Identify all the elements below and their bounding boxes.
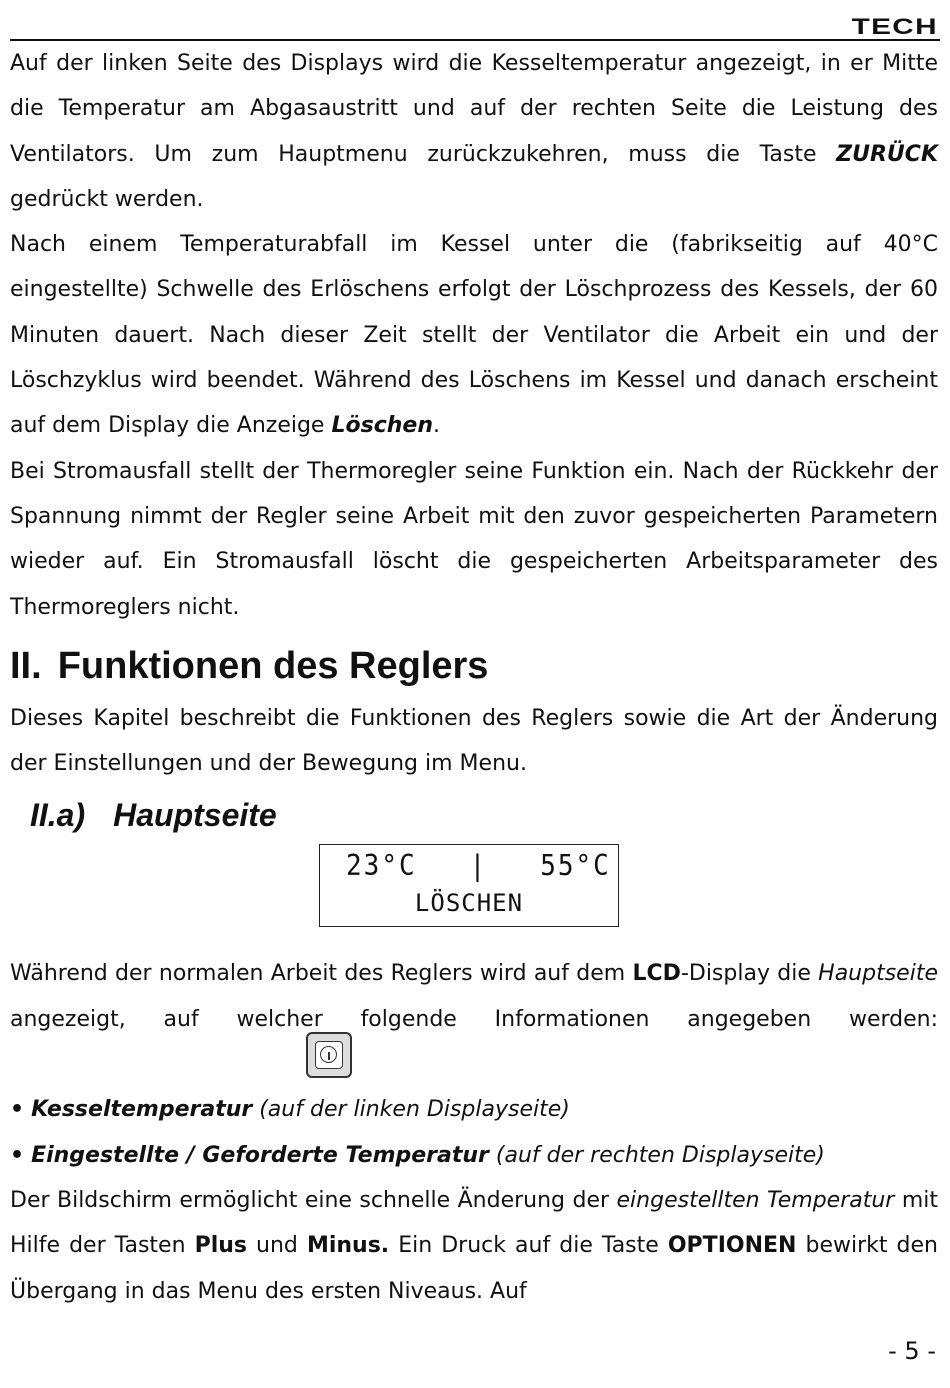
text: -Display die	[680, 961, 819, 987]
lcd-label: LCD	[632, 961, 681, 987]
paragraph-extinguishing	[10, 222, 938, 448]
hauptseite-label: Hauptseite	[818, 961, 938, 987]
text: .	[432, 413, 440, 439]
lcd-separator: |	[469, 849, 488, 883]
eingestellten-temp-label: eingestellten Temperatur	[616, 1187, 895, 1213]
lcd-unit: °C	[381, 849, 417, 883]
lcd-right-temp: 55	[540, 849, 576, 883]
minus-key-label: Minus.	[306, 1233, 390, 1259]
subsection-title: Hauptseite	[113, 797, 277, 834]
text: Nach einem Temperaturabfall im Kessel unter die (fabrikseitig auf 40°C eingestellte) Schwelle des Erlöschens erfolgt der Löschprozess des Kessels, der 60 Minuten dauert. Nach dieser Zeit stellt der Ventilator die Arbeit ein und der Löschzyklus wird beendet. Während des Löschens im Kessel und danach erscheint auf dem Display die Anzeige	[10, 232, 938, 439]
lcd-temperature-line	[346, 850, 611, 883]
subsection-heading	[30, 796, 938, 834]
text: mit Hilfe der Tasten	[10, 1187, 938, 1259]
page-number: - 5 -	[888, 1337, 936, 1365]
bullet-dot: •	[10, 1142, 25, 1168]
subsection-number: II.a)	[30, 797, 86, 834]
bullet-set-temp	[10, 1133, 938, 1178]
paragraph-power-failure: Bei Stromausfall stellt der Thermoregler seine Funktion ein. Nach der Rückkehr der Spannung nimmt der Regler seine Arbeit mit den zuvor gespeicherten Parametern wieder auf. Ein Stromausfall löscht die gespeicherten Arbeitsparameter des Thermoreglers nicht.	[10, 458, 938, 620]
bullet-boiler-temp	[10, 1087, 938, 1132]
text: Während der normalen Arbeit des Reglers wird auf dem	[10, 961, 633, 987]
section-number: II.	[10, 644, 42, 687]
section-title: Funktionen des Reglers	[57, 644, 489, 687]
menu-button-icon	[306, 1032, 352, 1078]
tech-logo: TECH	[851, 14, 938, 39]
section-heading	[10, 644, 938, 688]
plus-key-label: Plus	[194, 1233, 247, 1259]
bullet-dot: •	[10, 1097, 25, 1123]
zurueck-key-label: ZURÜCK	[836, 141, 938, 167]
text: Ein Druck auf die Taste	[389, 1233, 668, 1259]
text: und	[247, 1233, 307, 1259]
text: Der Bildschirm ermöglicht eine schnelle Änderung der	[10, 1187, 617, 1213]
paragraph-chapter-intro: Dieses Kapitel beschreibt die Funktionen des Reglers sowie die Art der Änderung der Einstellungen und der Bewegung im Menu.	[10, 705, 938, 777]
lcd-display	[319, 844, 619, 927]
loeschen-label: Löschen	[331, 413, 433, 439]
bullet-text: (auf der linken Displayseite)	[252, 1097, 570, 1123]
bullet-term: Kesseltemperatur	[31, 1097, 253, 1123]
lcd-unit: °C	[575, 849, 611, 883]
text: Auf der linken Seite des Displays wird die Kesseltemperatur angezeigt, in er Mitte die Temperatur am Abgasaustritt und auf der rechten Seite die Leistung des Ventilators. Um zum Hauptmenu zurückzukehren, muss die Taste	[10, 51, 938, 167]
lcd-left-temp: 23	[346, 849, 382, 883]
page-content	[10, 41, 938, 1314]
paragraph-display-info	[10, 41, 938, 222]
optionen-key-label: OPTIONEN	[667, 1233, 797, 1259]
paragraph-screen-controls	[10, 1178, 938, 1314]
bullet-text: (auf der rechten Displayseite)	[488, 1142, 825, 1168]
bullet-term: Eingestellte / Geforderte Temperatur	[31, 1142, 489, 1168]
text: angezeigt, auf welcher folgende Informationen angegeben werden:	[10, 1006, 938, 1032]
text: gedrückt werden.	[10, 186, 204, 212]
text: bewirkt den Übergang in das Menu des ersten Niveaus. Auf	[10, 1233, 938, 1304]
paragraph-main-page	[10, 951, 938, 1087]
lcd-status-line: LÖSCHEN	[414, 889, 524, 918]
